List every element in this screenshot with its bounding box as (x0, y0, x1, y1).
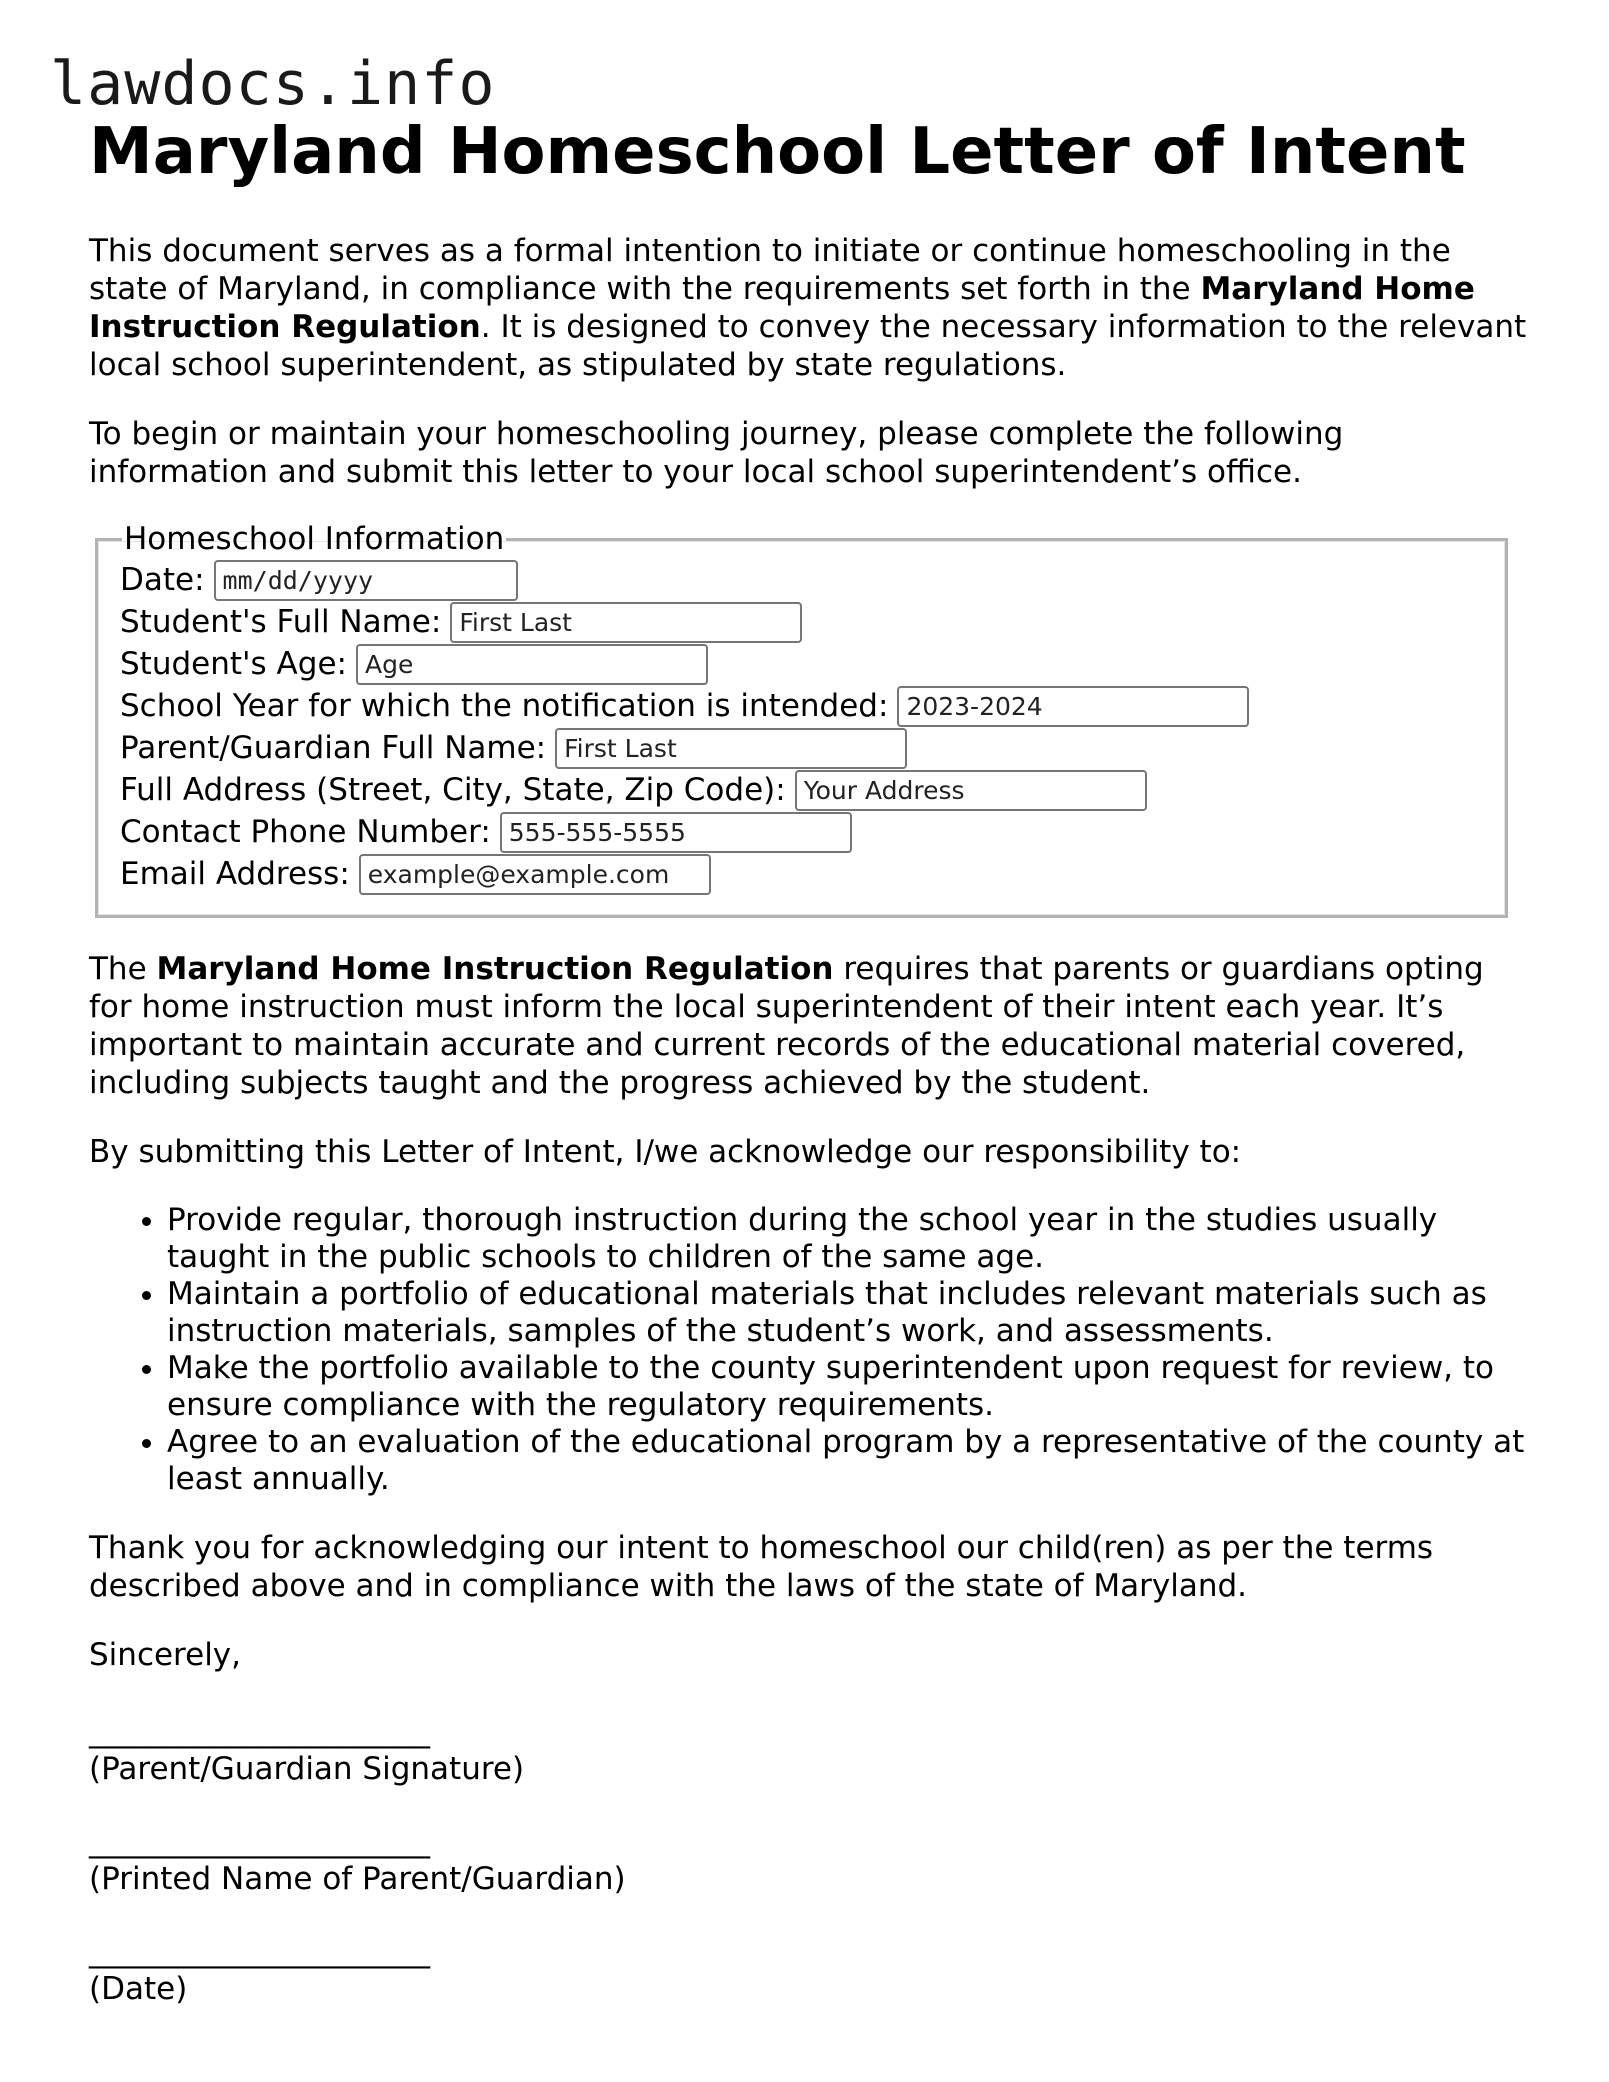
list-item: • Provide regular, thorough instruction during the school year in the studies usually taught in the public schools to children of the same age. (167, 1202, 1529, 1276)
document-body (89, 110, 1529, 2008)
site-logo: lawdocs.info (50, 49, 496, 119)
address-input[interactable] (795, 770, 1147, 811)
responsibilities-list (89, 1202, 1529, 1498)
student-name-input[interactable] (450, 602, 802, 643)
acknowledge-intro: By submitting this Letter of Intent, I/we acknowledge our responsibility to: (89, 1134, 1242, 1170)
date-input[interactable] (214, 560, 518, 601)
intro-regulation-name: Maryland Home Instruction Regulation (89, 271, 1475, 345)
printed-name-line: ______________________ (89, 1823, 430, 1859)
address-row (120, 769, 1483, 811)
date-label: Date: (120, 562, 205, 598)
parent-name-row (120, 727, 1483, 769)
email-input[interactable] (359, 854, 711, 895)
phone-label: Contact Phone Number: (120, 814, 491, 850)
phone-row (120, 811, 1483, 853)
student-age-row (120, 643, 1483, 685)
student-age-label: Student's Age: (120, 646, 347, 682)
email-row (120, 853, 1483, 895)
intro-text-1: This document serves as a formal intention to initiate or continue homeschooling in the state of Maryland, in compliance with the requirements set forth in the (89, 233, 1451, 307)
signature-caption: (Parent/Guardian Signature) (89, 1751, 525, 1787)
regulation-text-1: The (89, 951, 157, 987)
school-year-label: School Year for which the notification is intended: (120, 688, 889, 724)
intro-text-2: . It is designed to convey the necessary information to the relevant local school superintendent, as stipulated by state regulations. (89, 309, 1527, 383)
regulation-paragraph (89, 950, 1529, 1102)
closing: Sincerely, (89, 1637, 242, 1673)
regulation-text-2: requires that parents or guardians opting for home instruction must inform the local superintendent of their intent each year. It’s important to maintain accurate and current records of the educational material covered, including subjects taught and the progress achieved by the student. (89, 951, 1484, 1101)
email-label: Email Address: (120, 856, 350, 892)
document-title: Maryland Homeschool Letter of Intent (89, 115, 1466, 189)
parent-name-label: Parent/Guardian Full Name: (120, 730, 547, 766)
parent-name-input[interactable] (555, 728, 907, 769)
student-name-row (120, 601, 1483, 643)
date-line: ______________________ (89, 1933, 430, 1969)
school-year-input[interactable] (897, 686, 1249, 727)
student-age-input[interactable] (356, 644, 708, 685)
signature-line: ______________________ (89, 1713, 430, 1749)
intro-paragraph (89, 232, 1529, 384)
instructions-paragraph: To begin or maintain your homeschooling journey, please complete the following information and submit this letter to your local school superintendent’s office. (89, 416, 1344, 490)
address-label: Full Address (Street, City, State, Zip Code): (120, 772, 786, 808)
list-item: • Maintain a portfolio of educational materials that includes relevant materials such as instruction materials, samples of the student’s work, and assessments. (167, 1276, 1529, 1350)
form-legend: Homeschool Information (124, 521, 505, 557)
date-row (120, 559, 1483, 601)
date-caption: (Date) (89, 1971, 188, 2007)
student-name-label: Student's Full Name: (120, 604, 442, 640)
signature-block (89, 1712, 1529, 2008)
list-item: • Make the portfolio available to the county superintendent upon request for review, to ensure compliance with the regulatory requirements. (167, 1350, 1529, 1424)
thanks-paragraph: Thank you for acknowledging our intent to homeschool our child(ren) as per the terms described above and in compliance with the laws of the state of Maryland. (89, 1530, 1434, 1604)
phone-input[interactable] (500, 812, 852, 853)
school-year-row (120, 685, 1483, 727)
regulation-name: Maryland Home Instruction Regulation (156, 951, 834, 987)
printed-name-caption: (Printed Name of Parent/Guardian) (89, 1861, 626, 1897)
list-item: • Agree to an evaluation of the educational program by a representative of the county at least annually. (167, 1424, 1529, 1498)
homeschool-information-form (95, 521, 1508, 918)
